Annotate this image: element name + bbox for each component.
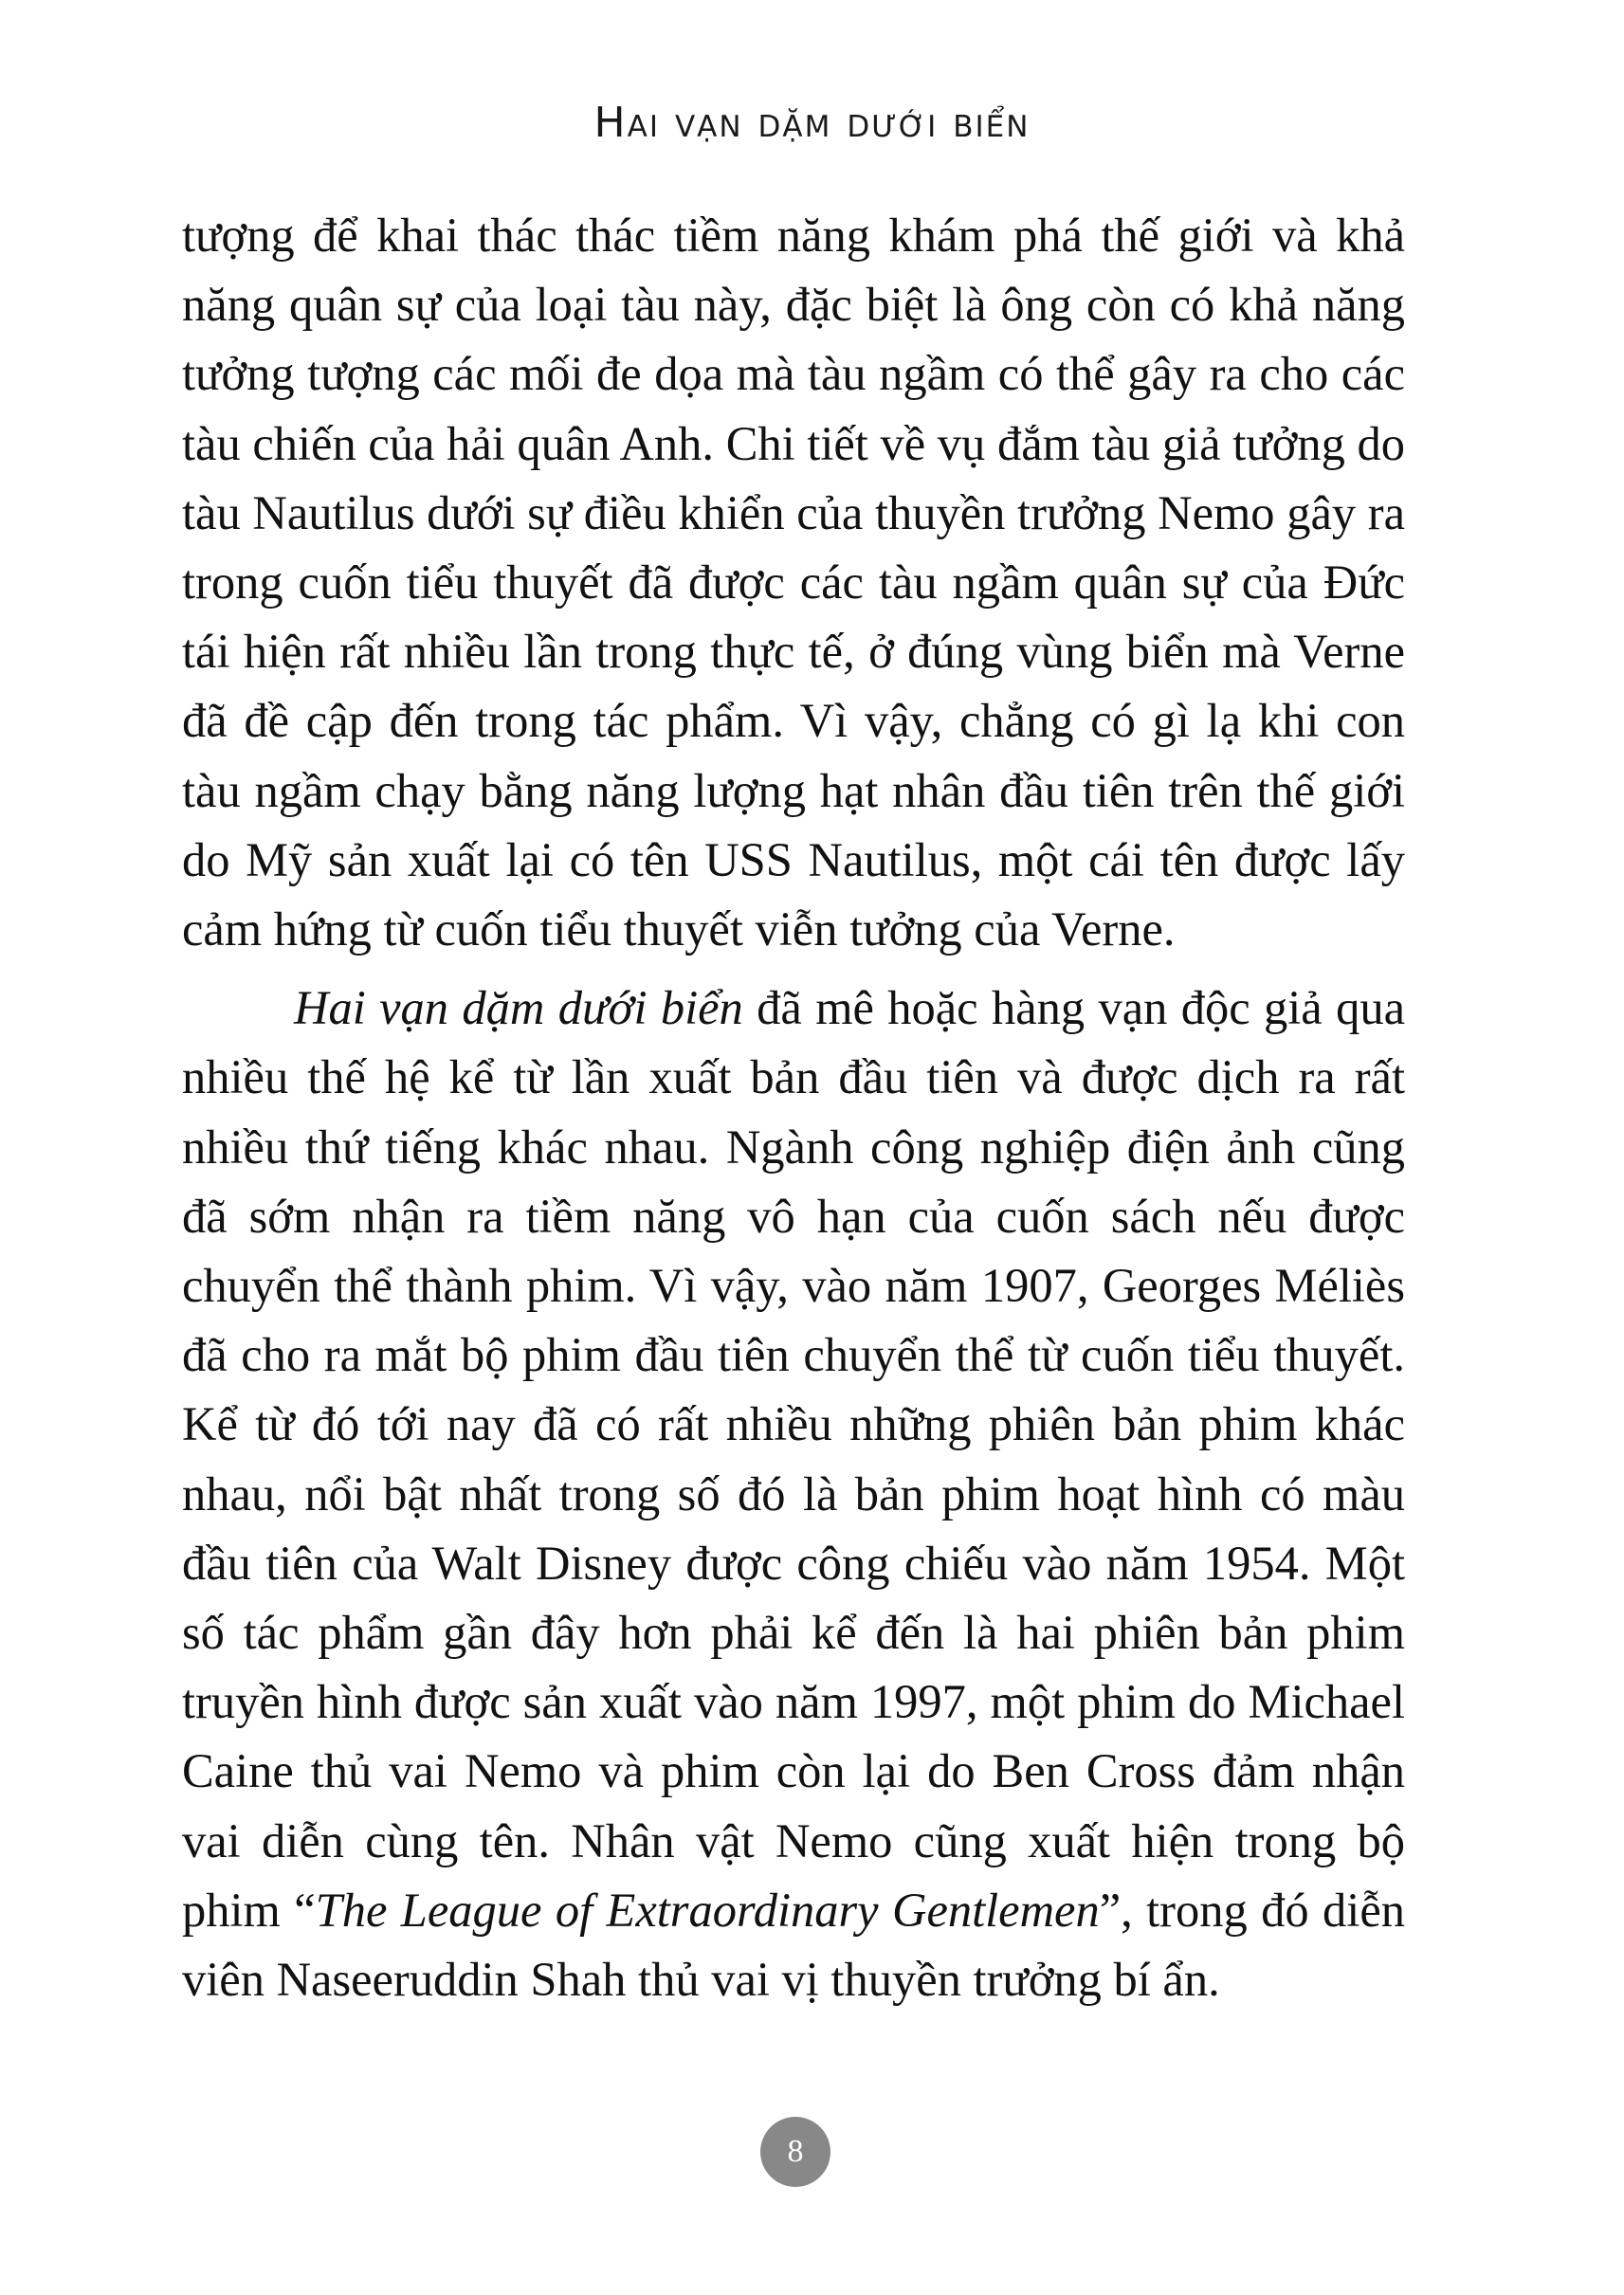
paragraph-2	[182, 974, 1405, 2014]
paragraph-2-text-part-1: đã mê hoặc hàng vạn độc giả qua nhiều thế hệ kể từ lần xuất bản đầu tiên và được dịch ra rất nhiều thứ tiếng khác nhau. Ngành công nghiệp điện ảnh cũng đã sớm nhận ra tiềm năng vô hạn của cuốn sách nếu được chuyển thể thành phim. Vì vậy, vào năm 1907, Georges Méliès đã cho ra mắt bộ phim đầu tiên chuyển thể từ cuốn tiểu thuyết. Kể từ đó tới nay đã có rất nhiều những phiên bản phim khác nhau, nổi bật nhất trong số đó là bản phim hoạt hình có màu đầu tiên của Walt Disney được công chiếu vào năm 1954. Một số tác phẩm gần đây hơn phải kể đến là hai phiên bản phim truyền hình được sản xuất vào năm 1997, một phim do Michael Caine thủ vai Nemo và phim còn lại do Ben Cross đảm nhận vai diễn cùng tên. Nhân vật Nemo cũng xuất hiện trong bộ phim “	[182, 981, 1405, 1937]
book-title-header: Hai vạn dặm dưới biển	[593, 99, 1031, 147]
body-text	[182, 201, 1405, 2014]
italic-book-title: Hai vạn dặm dưới biển	[294, 981, 743, 1035]
paragraph-1: tượng để khai thác thác tiềm năng khám phá thế giới và khả năng quân sự của loại tàu này, đặc biệt là ông còn có khả năng tưởng tượng các mối đe dọa mà tàu ngầm có thể gây ra cho các tàu chiến của hải quân Anh. Chi tiết về vụ đắm tàu giả tưởng do tàu Nautilus dưới sự điều khiển của thuyền trưởng Nemo gây ra trong cuốn tiểu thuyết đã được các tàu ngầm quân sự của Đức tái hiện rất nhiều lần trong thực tế, ở đúng vùng biển mà Verne đã đề cập đến trong tác phẩm. Vì vậy, chẳng có gì lạ khi con tàu ngầm chạy bằng năng lượng hạt nhân đầu tiên trên thế giới do Mỹ sản xuất lại có tên USS Nautilus, một cái tên được lấy cảm hứng từ cuốn tiểu thuyết viễn tưởng của Verne.	[182, 209, 1405, 956]
running-header	[0, 99, 1624, 147]
page-number-badge	[760, 2117, 830, 2187]
page-number: 8	[787, 2134, 804, 2169]
italic-movie-title: The League of Extraordinary Gentlemen	[315, 1883, 1100, 1937]
paragraph-2-text-part-2: ”, trong đó diễn viên Naseeruddin Shah thủ vai vị thuyền trưởng bí ẩn.	[182, 1883, 1405, 2007]
